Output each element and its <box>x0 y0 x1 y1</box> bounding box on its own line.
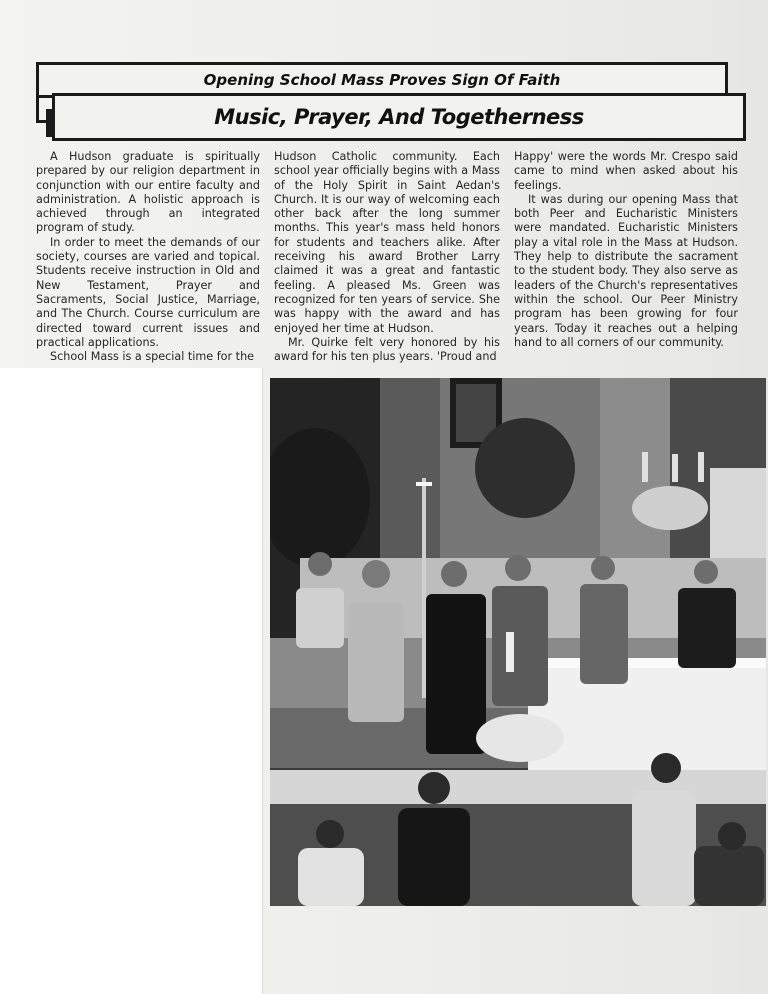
paragraph: In order to meet the demands of our society, courses are varied and topical. Students receive instruction in Old and New Testament, Prayer and Sacraments, Social Justice, Marriage, and The Church. Course curriculum are directed toward current issues and practical applications. <box>36 235 260 349</box>
paragraph: Hudson Catholic community. Each school year officially begins with a Mass of the Holy Spirit in Saint Aedan's Church. It is our way of welcoming each other back after the long summer months. This year's mass held honors for students and teachers alike. After receiving his award Brother Larry claimed it was a great and fantastic feeling. A pleased Ms. Green was recognized for ten years of service. She was happy with the award and has enjoyed her time at Hudson. <box>274 150 500 335</box>
mass-photo <box>270 378 766 906</box>
blank-panel <box>0 368 262 994</box>
article-column-3 <box>514 150 738 350</box>
paragraph: A Hudson graduate is spiritually prepared by our religion department in conjunction with our entire faculty and administration. A holistic approach is achieved through an integrated program of study. <box>36 150 260 235</box>
photo-illustration <box>270 378 766 906</box>
article-subtitle: Opening School Mass Proves Sign Of Faith <box>36 62 728 98</box>
paragraph: Mr. Quirke felt very honored by his award for his ten plus years. 'Proud and <box>274 335 500 364</box>
article-title: Music, Prayer, And Togetherness <box>52 93 746 141</box>
paragraph: It was during our opening Mass that both Peer and Eucharistic Ministers were mandated. Eucharistic Ministers play a vital role in the Mass at Hudson. They help to distribute the sacrament to the student body. They also serve as leaders of the Church's representatives within the school. Our Peer Ministry program has been growing for four years. Today it reaches out a helping hand to all corners of our community. <box>514 192 738 349</box>
article-column-2 <box>274 150 500 364</box>
article-column-1 <box>36 150 260 364</box>
paragraph: School Mass is a special time for the <box>50 350 255 364</box>
paragraph: Happy' were the words Mr. Crespo said came to mind when asked about his feelings. <box>514 150 738 192</box>
